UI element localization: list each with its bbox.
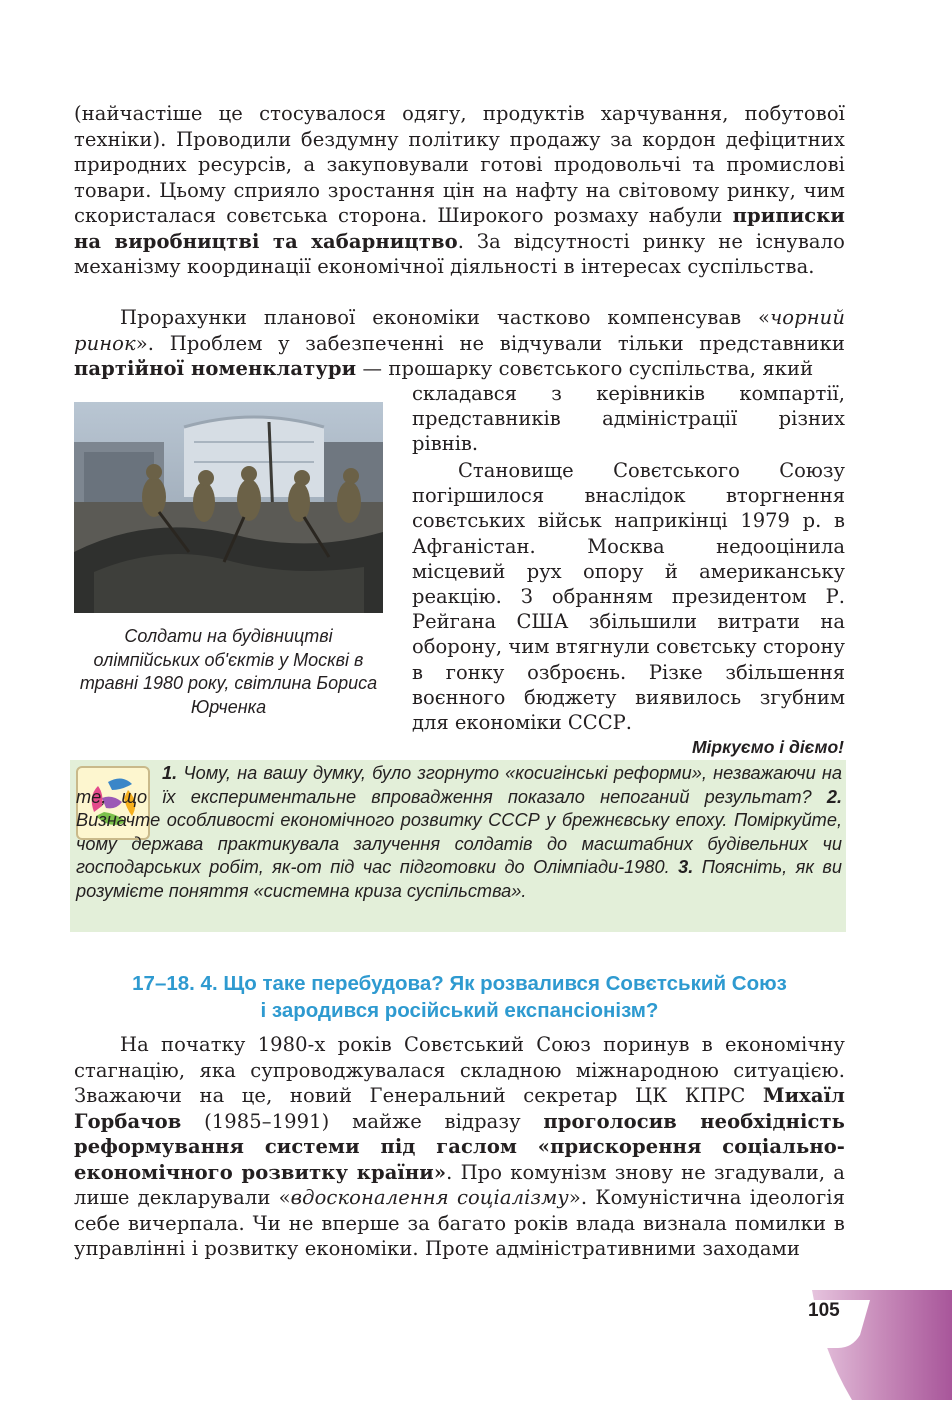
paragraph-black-market: Прорахунки планової економіки частково компенсував «чорний ринок». Проблем у забезпеченні не відчували тільки представники партійної номенклатури — прошарку совєтського суспільства, який bbox=[74, 306, 845, 380]
soldiers-construction-photo bbox=[74, 402, 383, 613]
tasks-title: Міркуємо і діємо! bbox=[691, 737, 844, 757]
tasks-text: 1. Чому, на вашу думку, було згорнуто «косигінські реформи», незважаючи на те, що їх експериментальне впровадження показало непоганий результат? 2. Визначте особливості економічного розвитку СССР у брежнєвську епоху. Поміркуйте, чому держава практикувала залучення солдатів до масштабних будівельних чи господарських робіт, як-от під час підготовки до Олімпіади-1980. 3. Поясніть, як ви розумієте поняття «системна криза суспільства». bbox=[76, 763, 842, 901]
page-number: 105 bbox=[808, 1300, 840, 1321]
paragraph-perestroika: На початку 1980-х років Совєтський Союз поринув в економічну стагнацію, яка супроводжувалася складною міжнародною ситуацією. Зважаючи на це, новий Генеральний секретар ЦК КПРС Михаїл Горбачов (1985–1991) майже відразу проголосив необхідність реформування системи під гаслом «прискорення соціально-економічного розвитку країни». Про комунізм знову не згадували, а лише декларували «вдосконалення соціалізму». Комуністична ідеологія себе вичерпала. Чи не вперше за багато років влада визнала помилки в управлінні і розвитку економіки. Проте адміністративними заходами bbox=[74, 1033, 846, 1260]
photo-caption: Солдати на будівництві олімпійських об'єктів у Москві в травні 1980 року, світлина Бориса Юрченка bbox=[79, 626, 378, 717]
page-corner-tab bbox=[752, 1290, 952, 1400]
paragraph-economy: (найчастіше це стосувалося одягу, продуктів харчування, побутової техніки). Проводили бездумну політику продажу за кордон дефіцитних природних ресурсів, а закуповували готові продовольчі та промислові товари. Цьому сприяло зростання цін на нафту на світовому ринку, чим скористалася совєтська сторона. Широкого розмаху набули приписки на виробництві та хабарництво. За відсутності ринку не існувало механізму координації економічної діяльності в інтересах суспільства. bbox=[74, 102, 845, 278]
paragraph-nomenklatura-cont: складався з керівників компартії, представників адміністрації різних рівнів. bbox=[412, 382, 845, 456]
paragraph-afghanistan: Становище Совєтського Союзу погіршилося внаслідок вторгнення совєтських військ наприкінці 1979 р. в Афганістан. Москва недооцінила місцевий рух опору й американську реакцію. З обранням президентом Р. Рейгана США збільшили витрати на оборону, чим втягнули совєтську сторону в гонку озброєнь. Різке збільшення воєнного бюджету виявилось згубним для економіки СССР. bbox=[412, 459, 845, 735]
section-heading: 17–18. 4. Що таке перебудова? Як розвалився Совєтський Союз і зародився російський експансіонізм? bbox=[132, 972, 787, 1022]
